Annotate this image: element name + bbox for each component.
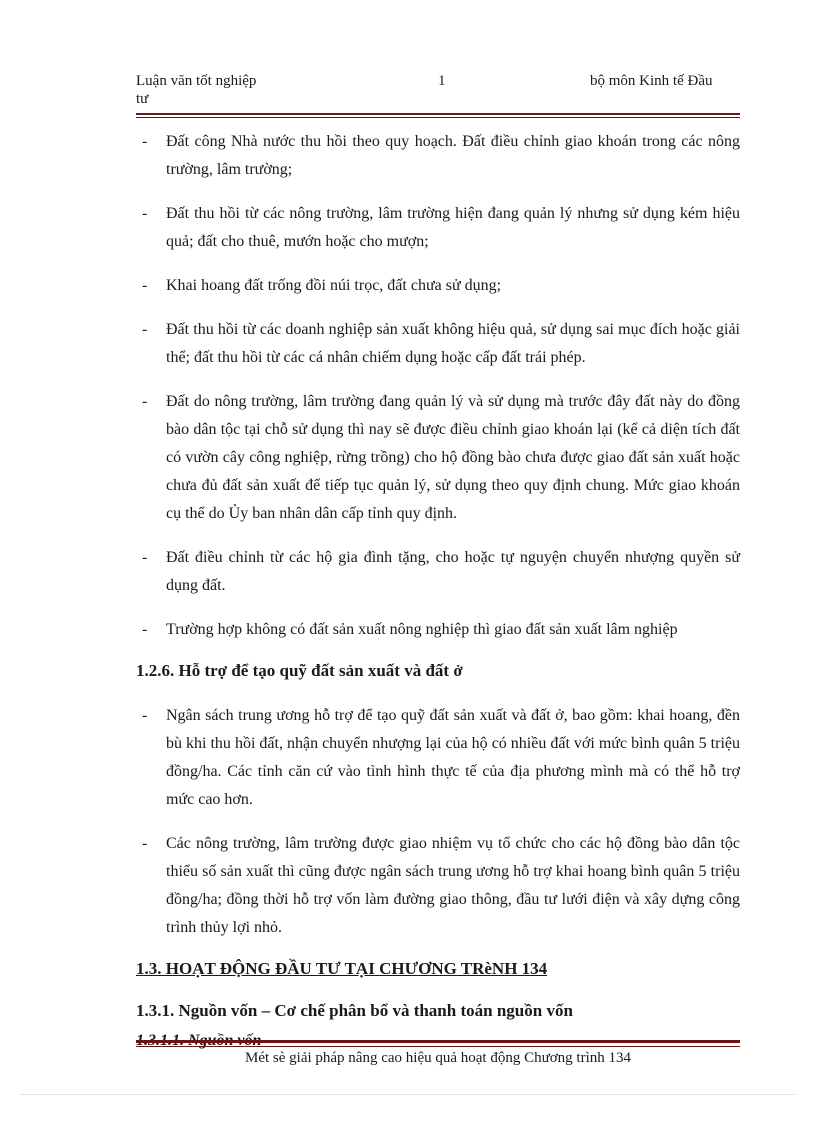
bullet-text: Đất thu hồi từ các nông trường, lâm trường hiện đang quản lý nhưng sử dụng kém hiệu quả; đất cho thuê, mướn hoặc cho mượn; [166, 205, 740, 250]
bullet-dash: - [142, 549, 148, 566]
bullet-dash: - [142, 707, 148, 724]
bullet-dash: - [142, 133, 148, 150]
bullet-item [136, 388, 740, 528]
bullet-dash: - [142, 205, 148, 222]
heading-1-2-6: 1.2.6. Hỗ trợ để tạo quỹ đất sản xuất và đất ở [136, 661, 463, 680]
bullet-list-support [136, 702, 740, 942]
bullet-item [136, 702, 740, 814]
bullet-text: Ngân sách trung ương hỗ trợ để tạo quỹ đất sản xuất và đất ở, bao gồm: khai hoang, đền bù khi thu hồi đất, nhận chuyển nhượng lại của hộ có nhiều đất với mức bình quân 5 triệu đồng/ha. Các tỉnh căn cứ vào tình hình thực tế của địa phương mình mà có thể hỗ trợ mức cao hơn. [166, 707, 740, 808]
bullet-item [136, 616, 740, 644]
bullet-dash: - [142, 621, 148, 638]
bullet-item [136, 200, 740, 256]
heading-1-3-1-1: 1.3.1.1. Nguồn vốn [136, 1032, 262, 1049]
heading-1-3: 1.3. HOẠT ĐỘNG ĐẦU TƯ TẠI CHƯƠNG TRèNH 134 [136, 959, 548, 978]
heading-1-3-1: 1.3.1. Nguồn vốn – Cơ chế phân bổ và thanh toán nguồn vốn [136, 1001, 573, 1020]
footer-rule [136, 1040, 740, 1047]
bullet-item [136, 316, 740, 372]
bullet-text: Khai hoang đất trống đồi núi trọc, đất chưa sử dụng; [166, 277, 502, 294]
bullet-text: Các nông trường, lâm trường được giao nhiệm vụ tổ chức cho các hộ đồng bào dân tộc thiểu số sản xuất thì cũng được ngân sách trung ương hỗ trợ khai hoang bình quân 5 triệu đồng/ha; đồng thời hỗ trợ vốn làm đường giao thông, đầu tư lưới điện và xây dựng công trình thủy lợi nhỏ. [166, 835, 740, 936]
header-left-text: Luận văn tốt nghiệp [136, 73, 257, 89]
bullet-dash: - [142, 277, 148, 294]
bullet-text: Đất thu hồi từ các doanh nghiệp sản xuất không hiệu quả, sử dụng sai mục đích hoặc giải thể; đất thu hồi từ các cá nhân chiếm dụng hoặc cấp đất trái phép. [166, 321, 740, 366]
bullet-text: Trường hợp không có đất sản xuất nông nghiệp thì giao đất sản xuất lâm nghiệp [166, 621, 678, 638]
body-content [136, 128, 740, 1052]
bullet-item [136, 830, 740, 942]
page-break-line [20, 1094, 796, 1095]
bullet-text: Đất điều chỉnh từ các hộ gia đình tặng, cho hoặc tự nguyện chuyển nhượng quyền sử dụng đất. [166, 549, 740, 594]
header-left-wrap: tư [136, 91, 149, 107]
bullet-item [136, 272, 740, 300]
bullet-dash: - [142, 393, 148, 410]
header-left [136, 72, 276, 108]
bullet-item [136, 128, 740, 184]
footer-text: Mét sè giải pháp nâng cao hiệu quả hoạt động Chương trình 134 [245, 1050, 631, 1066]
bullet-item [136, 544, 740, 600]
header-right: bộ môn Kinh tế Đầu [590, 73, 713, 89]
bullet-dash: - [142, 321, 148, 338]
bullet-list-land-sources [136, 128, 740, 644]
page-number: 1 [438, 73, 446, 89]
bullet-dash: - [142, 835, 148, 852]
bullet-text: Đất công Nhà nước thu hồi theo quy hoạch. Đất điều chỉnh giao khoán trong các nông trường, lâm trường; [166, 133, 740, 178]
bullet-text: Đất do nông trường, lâm trường đang quản lý và sử dụng mà trước đây đất này do đồng bào dân tộc tại chỗ sử dụng thì nay sẽ được điều chỉnh giao khoán lại (kể cả diện tích đất có vườn cây công nghiệp, rừng trồng) cho hộ đồng bào chưa được giao đất sản xuất hoặc chưa đủ đất sản xuất để tiếp tục quản lý, sử dụng theo quy định chung. Mức giao khoán cụ thể do Ủy ban nhân dân cấp tỉnh quy định. [166, 393, 740, 522]
header-rule [136, 113, 740, 118]
